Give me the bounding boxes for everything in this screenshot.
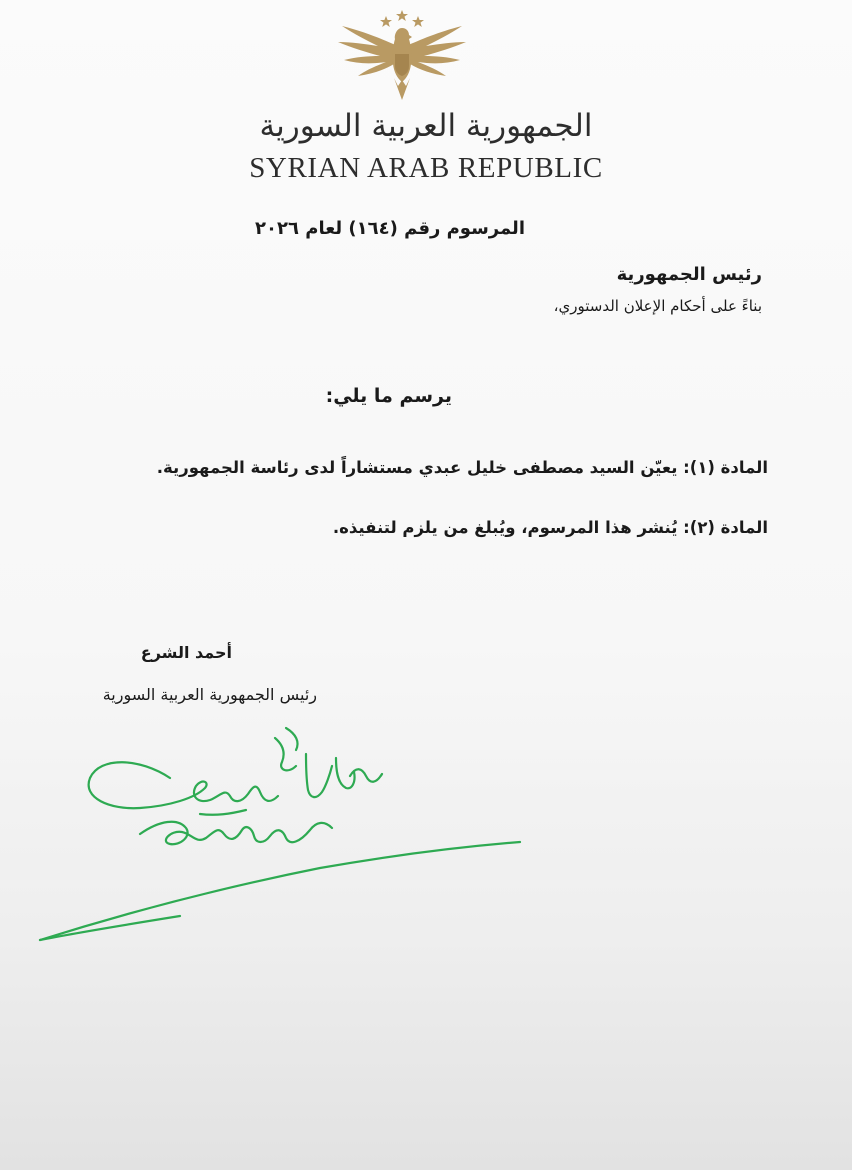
letterhead-name-english: SYRIAN ARAB REPUBLIC [249,152,603,184]
handwritten-signature-icon [20,718,540,958]
decrees-heading: يرسم ما يلي: [325,385,452,407]
article-2: المادة (٢): يُنشر هذا المرسوم، ويُبلغ من يلزم لتنفيذه. [332,518,768,537]
decree-number: المرسوم رقم (١٦٤) لعام ٢٠٢٦ [255,218,525,239]
signatory-title: رئيس الجمهورية العربية السورية [102,685,317,704]
issuer-title: رئيس الجمهورية [616,264,762,285]
legal-basis: بناءً على أحكام الإعلان الدستوري، [553,297,762,315]
letterhead-name-arabic: الجمهورية العربية السورية [259,108,593,144]
eagle-emblem-icon [332,2,472,102]
signatory-name: أحمد الشرع [140,643,232,662]
article-1: المادة (١): يعيّن السيد مصطفى خليل عبدي مستشاراً لدى رئاسة الجمهورية. [156,458,768,477]
